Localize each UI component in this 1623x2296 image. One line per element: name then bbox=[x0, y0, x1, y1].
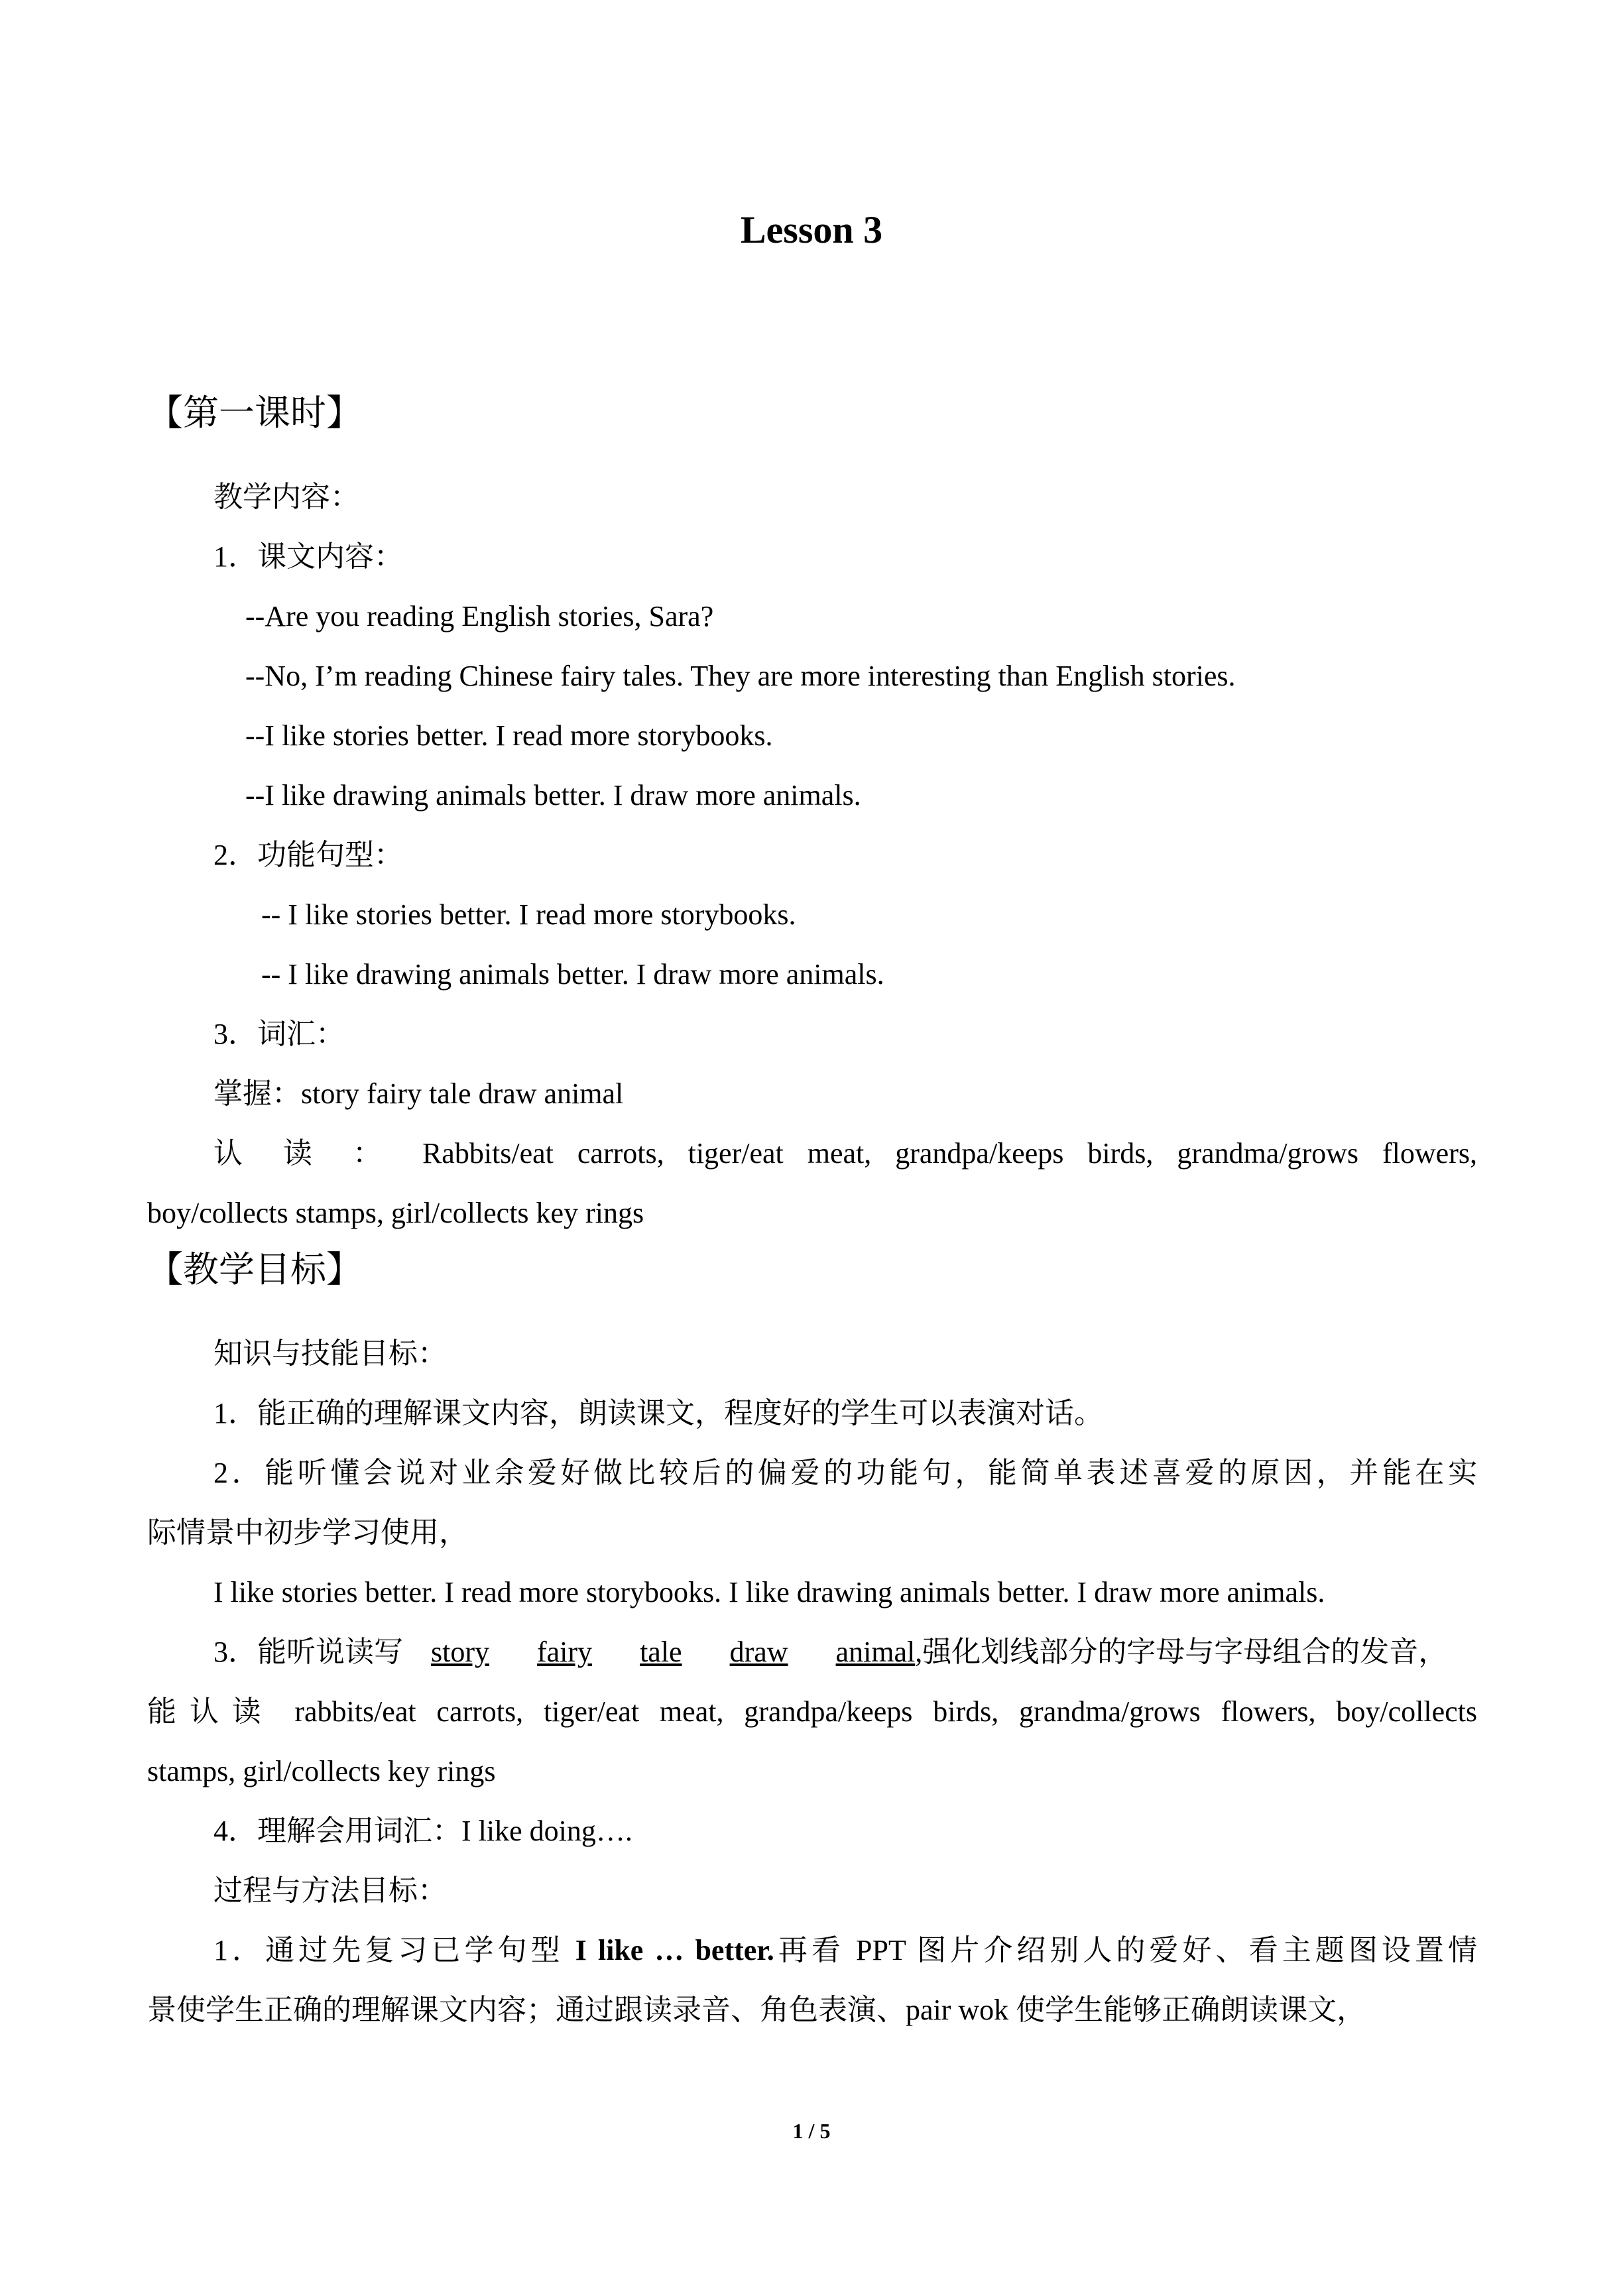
goal-3-suffix: ,强化划线部分的字母与字母组合的发音， bbox=[915, 1636, 1448, 1668]
section-heading-teaching-goals: 【教学目标】 bbox=[147, 1250, 362, 1290]
item3-label: 3．词汇： bbox=[213, 1018, 345, 1050]
process-1-line-2: 景使学生正确的理解课文内容；通过跟读录音、角色表演、pair wok 使学生能够正确朗读课文， bbox=[147, 1994, 1366, 2026]
section-heading-first-lesson: 【第一课时】 bbox=[147, 393, 362, 433]
teaching-content-label: 教学内容： bbox=[213, 481, 359, 513]
goal-2-example: I like stories better. I read more storybooks. I like drawing animals better. I draw more animals. bbox=[213, 1576, 1325, 1608]
goal-3-prefix: 3．能听说读写 bbox=[213, 1636, 403, 1668]
page-number: 1 / 5 bbox=[792, 2119, 831, 2143]
goal-3-word-tale: tale bbox=[640, 1636, 682, 1668]
dialog-line-1: --Are you reading English stories, Sara? bbox=[245, 600, 714, 633]
item1-label: 1．课文内容： bbox=[213, 540, 403, 573]
goal-2-line-2: 际情景中初步学习使用， bbox=[147, 1516, 468, 1549]
process-1-line-1 bbox=[213, 1936, 1477, 1965]
goal-3-line-1 bbox=[213, 1638, 1447, 1667]
goal-4: 4．理解会用词汇：I like doing…. bbox=[213, 1815, 632, 1847]
goal-3-word-animal: animal bbox=[835, 1636, 916, 1668]
goal-1: 1．能正确的理解课文内容，朗读课文，程度好的学生可以表演对话。 bbox=[213, 1397, 1103, 1429]
goal-3-line-3: stamps, girl/collects key rings bbox=[147, 1755, 496, 1787]
dialog-line-3: --I like stories better. I read more storybooks. bbox=[245, 719, 773, 752]
vocab-recognize-line-2: boy/collects stamps, girl/collects key rings bbox=[147, 1197, 644, 1229]
goal-3-word-draw: draw bbox=[729, 1636, 788, 1668]
process-1-suffix: 再看 PPT 图片介绍别人的爱好、看主题图设置情 bbox=[774, 1934, 1478, 1966]
dialog-line-2: --No, I’m reading Chinese fairy tales. They are more interesting than English stories. bbox=[245, 660, 1236, 692]
process-1-prefix: 1．通过先复习已学句型 bbox=[213, 1934, 564, 1966]
goal-3-word-story: story bbox=[431, 1636, 489, 1668]
goal-2-line-1: 2．能听懂会说对业余爱好做比较后的偏爱的功能句，能简单表述喜爱的原因，并能在实 bbox=[213, 1457, 1477, 1489]
pattern-line-2: -- I like drawing animals better. I draw more animals. bbox=[261, 958, 884, 991]
knowledge-goals-label: 知识与技能目标： bbox=[213, 1337, 447, 1370]
process-1-pattern: I like … better. bbox=[575, 1934, 774, 1966]
pattern-line-1: -- I like stories better. I read more storybooks. bbox=[261, 898, 796, 931]
dialog-line-4: --I like drawing animals better. I draw more animals. bbox=[245, 779, 861, 812]
process-goals-label: 过程与方法目标： bbox=[213, 1874, 447, 1907]
vocab-recognize-line-1: 认 读 ： Rabbits/eat carrots, tiger/eat meat, grandpa/keeps birds, grandma/grows flowers, bbox=[213, 1137, 1477, 1170]
goal-3-line-2: 能认读 rabbits/eat carrots, tiger/eat meat, grandpa/keeps birds, grandma/grows flowers, boy/collects bbox=[147, 1695, 1477, 1728]
goal-3-word-fairy: fairy bbox=[537, 1636, 593, 1668]
item2-label: 2．功能句型： bbox=[213, 839, 403, 871]
page-title: Lesson 3 bbox=[740, 208, 883, 251]
vocab-master: 掌握：story fairy tale draw animal bbox=[213, 1077, 624, 1110]
